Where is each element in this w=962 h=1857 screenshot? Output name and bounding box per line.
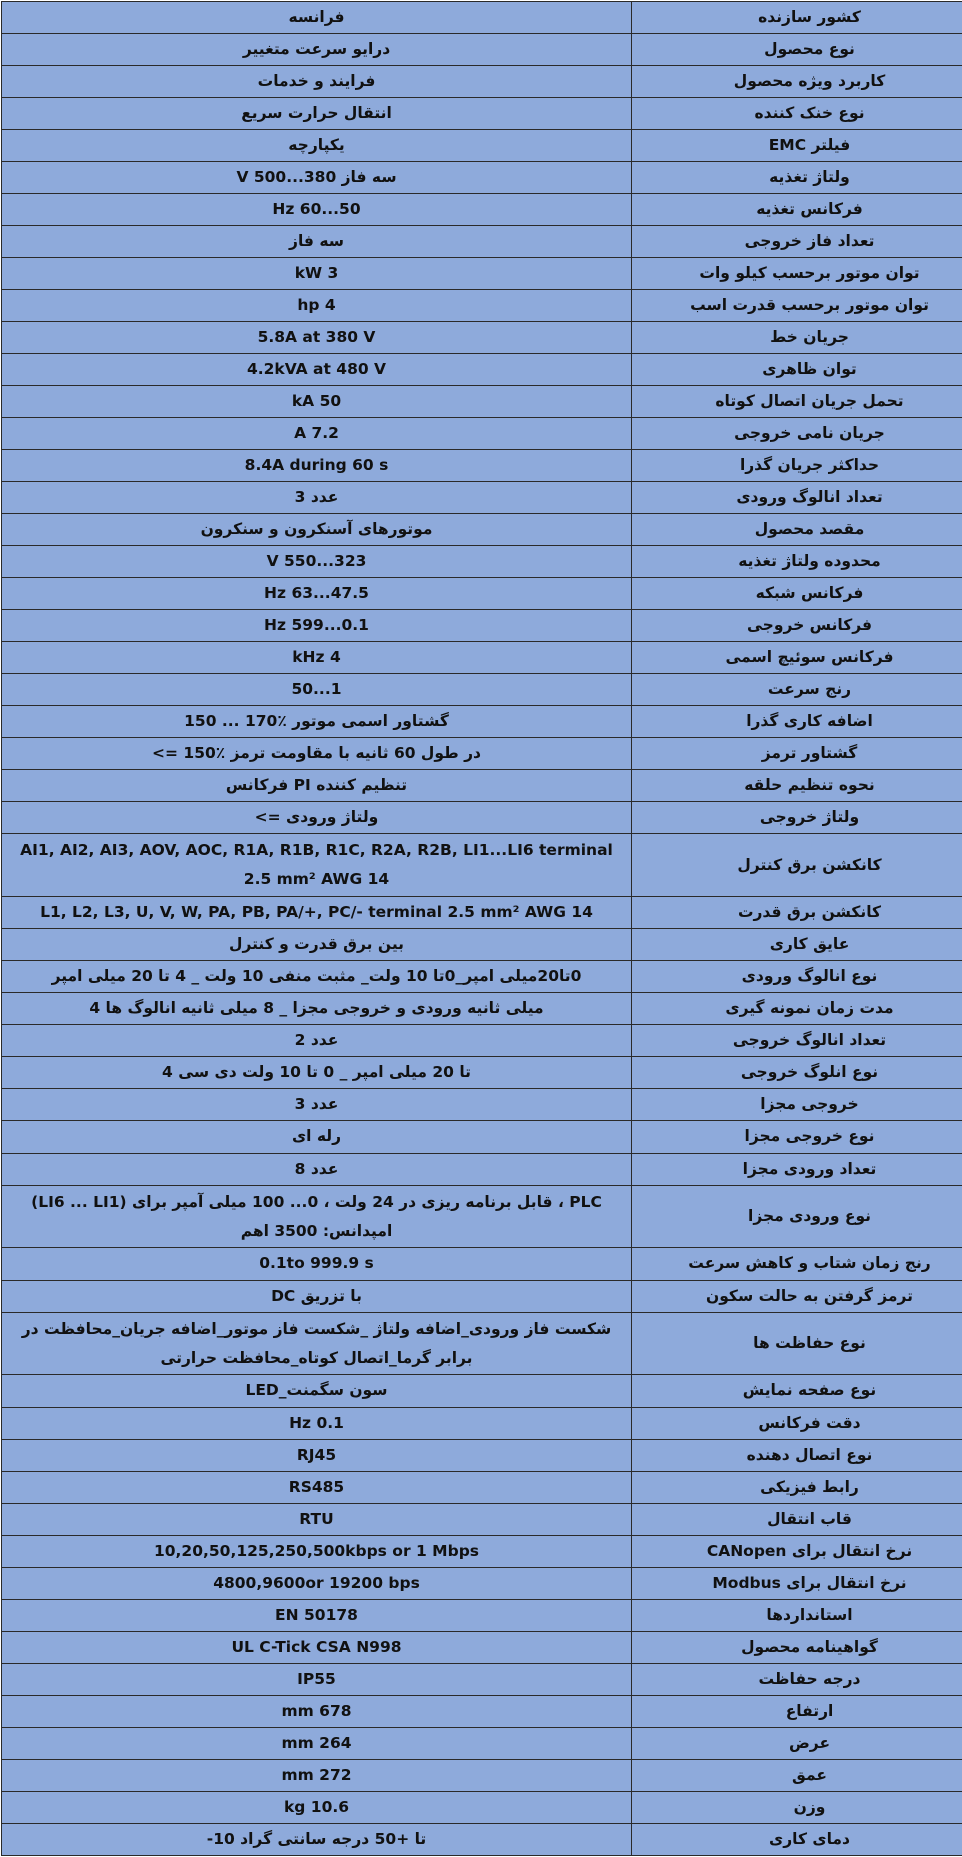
spec-label: نوع صفحه نمایش xyxy=(632,1375,962,1407)
table-row xyxy=(2,1791,962,1823)
spec-value: 8.4A during 60 s xyxy=(2,450,632,482)
spec-label: دقت فرکانس xyxy=(632,1407,962,1439)
spec-value: 5.8A at 380 V xyxy=(2,322,632,354)
spec-value: RS485 xyxy=(2,1471,632,1503)
table-row xyxy=(2,929,962,961)
table-row xyxy=(2,1153,962,1185)
spec-label: عمق xyxy=(632,1759,962,1791)
spec-label: خروجی مجزا xyxy=(632,1089,962,1121)
spec-label: گواهینامه محصول xyxy=(632,1631,962,1663)
spec-label: گشتاور ترمز xyxy=(632,738,962,770)
spec-label: ولتاژ تغذیه xyxy=(632,162,962,194)
spec-label: توان موتور برحسب قدرت اسب xyxy=(632,290,962,322)
spec-value: فرانسه xyxy=(2,2,632,34)
spec-label: تعداد انالوگ خروجی xyxy=(632,1025,962,1057)
table-row xyxy=(2,34,962,66)
table-row xyxy=(2,1695,962,1727)
table-row xyxy=(2,1663,962,1695)
spec-value: سون سگمنت_LED xyxy=(2,1375,632,1407)
spec-label: فیلتر EMC xyxy=(632,130,962,162)
spec-value: 4800,9600or 19200 bps xyxy=(2,1567,632,1599)
table-row xyxy=(2,290,962,322)
spec-value: 4 hp xyxy=(2,290,632,322)
table-row xyxy=(2,322,962,354)
table-row xyxy=(2,1535,962,1567)
spec-value: 0.1to 999.9 s xyxy=(2,1248,632,1280)
spec-label: کانکشن برق قدرت xyxy=(632,897,962,929)
table-row xyxy=(2,546,962,578)
table-row xyxy=(2,482,962,514)
spec-label: ولتاژ خروجی xyxy=(632,802,962,834)
table-row xyxy=(2,674,962,706)
spec-value: ولتاژ ورودی => xyxy=(2,802,632,834)
table-row xyxy=(2,1567,962,1599)
spec-value: شکست فاز ورودی_اضافه ولتاژ _شکست فاز موتور_اضافه جریان_محافظت در برابر گرما_اتصال کوتاه_محافظت حرارتی xyxy=(2,1312,632,1375)
table-row xyxy=(2,578,962,610)
spec-table-body xyxy=(2,2,962,1856)
table-row xyxy=(2,738,962,770)
spec-value: سه فاز xyxy=(2,226,632,258)
spec-label: نوع اتصال دهنده xyxy=(632,1439,962,1471)
spec-value: 50...60 Hz xyxy=(2,194,632,226)
table-row xyxy=(2,1631,962,1663)
spec-value: 3 kW xyxy=(2,258,632,290)
spec-value: فرایند و خدمات xyxy=(2,66,632,98)
spec-label: ارتفاع xyxy=(632,1695,962,1727)
spec-value: PLC ، قابل برنامه ریزی در 24 ولت ، 0... 100 میلی آمپر برای (LI6 ... LI1) امپدانس: 3500 اهم xyxy=(2,1185,632,1248)
table-row xyxy=(2,226,962,258)
table-row xyxy=(2,514,962,546)
spec-value: RJ45 xyxy=(2,1439,632,1471)
table-row xyxy=(2,961,962,993)
spec-value: 264 mm xyxy=(2,1727,632,1759)
table-row xyxy=(2,802,962,834)
table-row xyxy=(2,1248,962,1280)
table-row xyxy=(2,1823,962,1855)
spec-label: اضافه کاری گذرا xyxy=(632,706,962,738)
spec-label: فرکانس خروجی xyxy=(632,610,962,642)
spec-value: عدد 2 xyxy=(2,1025,632,1057)
spec-label: نرخ انتقال برای Modbus xyxy=(632,1567,962,1599)
table-row xyxy=(2,706,962,738)
table-row xyxy=(2,354,962,386)
spec-value: درایو سرعت متغییر xyxy=(2,34,632,66)
spec-label: تعداد ورودی مجزا xyxy=(632,1153,962,1185)
table-row xyxy=(2,1759,962,1791)
spec-label: فرکانس تغذیه xyxy=(632,194,962,226)
table-row xyxy=(2,1312,962,1375)
spec-table xyxy=(1,1,962,1856)
spec-value: EN 50178 xyxy=(2,1599,632,1631)
table-row xyxy=(2,1185,962,1248)
spec-value: 272 mm xyxy=(2,1759,632,1791)
spec-label: رنج سرعت xyxy=(632,674,962,706)
spec-label: تعداد فاز خروجی xyxy=(632,226,962,258)
spec-label: نوع ورودی مجزا xyxy=(632,1185,962,1248)
spec-label: محدوده ولتاژ تغذیه xyxy=(632,546,962,578)
spec-value: بین برق قدرت و کنترل xyxy=(2,929,632,961)
spec-value: 0.1 Hz xyxy=(2,1407,632,1439)
spec-label: نوع خروجی مجزا xyxy=(632,1121,962,1153)
table-row xyxy=(2,1089,962,1121)
spec-label: کانکشن برق کنترل xyxy=(632,834,962,897)
table-row xyxy=(2,642,962,674)
table-row xyxy=(2,2,962,34)
spec-label: درجه حفاظت xyxy=(632,1663,962,1695)
spec-value: تنظیم کننده PI فرکانس xyxy=(2,770,632,802)
spec-value: 10,20,50,125,250,500kbps or 1 Mbps xyxy=(2,1535,632,1567)
table-row xyxy=(2,770,962,802)
table-row xyxy=(2,1057,962,1089)
table-row xyxy=(2,1121,962,1153)
spec-value: انتقال حرارت سریع xyxy=(2,98,632,130)
spec-label: دمای کاری xyxy=(632,1823,962,1855)
spec-value: گشتاور اسمی موتور ٪170 ... 150 xyxy=(2,706,632,738)
spec-label: نوع انالوگ ورودی xyxy=(632,961,962,993)
spec-label: کاربرد ویژه محصول xyxy=(632,66,962,98)
table-row xyxy=(2,66,962,98)
table-row xyxy=(2,1375,962,1407)
table-row xyxy=(2,386,962,418)
spec-value: 323...550 V xyxy=(2,546,632,578)
table-row xyxy=(2,1439,962,1471)
table-row xyxy=(2,418,962,450)
spec-label: نحوه تنظیم حلقه xyxy=(632,770,962,802)
spec-label: عایق کاری xyxy=(632,929,962,961)
spec-label: عرض xyxy=(632,1727,962,1759)
spec-label: مقصد محصول xyxy=(632,514,962,546)
spec-label: فرکانس سوئیچ اسمی xyxy=(632,642,962,674)
table-row xyxy=(2,258,962,290)
spec-value: 10.6 kg xyxy=(2,1791,632,1823)
table-row xyxy=(2,162,962,194)
table-row xyxy=(2,1503,962,1535)
spec-label: نوع خنک کننده xyxy=(632,98,962,130)
spec-value: 47.5...63 Hz xyxy=(2,578,632,610)
spec-value: 4.2kVA at 480 V xyxy=(2,354,632,386)
spec-value: 0تا20میلی امپر_0تا 10 ولت_ مثبت منفی 10 ولت _ 4 تا 20 میلی امپر xyxy=(2,961,632,993)
spec-value: L1, L2, L3, U, V, W, PA, PB, PA/+, PC/- terminal 2.5 mm² AWG 14 xyxy=(2,897,632,929)
spec-label: فرکانس شبکه xyxy=(632,578,962,610)
table-row xyxy=(2,993,962,1025)
table-row xyxy=(2,1727,962,1759)
spec-label: نوع محصول xyxy=(632,34,962,66)
spec-value: یکپارچه xyxy=(2,130,632,162)
spec-value: عدد 8 xyxy=(2,1153,632,1185)
table-row xyxy=(2,450,962,482)
spec-label: مدت زمان نمونه گیری xyxy=(632,993,962,1025)
table-row xyxy=(2,1471,962,1503)
spec-value: میلی ثانیه ورودی و خروجی مجزا _ 8 میلی ثانیه انالوگ ها 4 xyxy=(2,993,632,1025)
table-row xyxy=(2,897,962,929)
spec-label: ترمز گرفتن به حالت سکون xyxy=(632,1280,962,1312)
table-row xyxy=(2,834,962,897)
spec-value: عدد 3 xyxy=(2,1089,632,1121)
spec-label: جریان نامی خروجی xyxy=(632,418,962,450)
spec-value: RTU xyxy=(2,1503,632,1535)
spec-label: نوع انلوگ خروجی xyxy=(632,1057,962,1089)
spec-label: تحمل جریان اتصال کوتاه xyxy=(632,386,962,418)
spec-value: 0.1...599 Hz xyxy=(2,610,632,642)
spec-value: 678 mm xyxy=(2,1695,632,1727)
spec-label: توان ظاهری xyxy=(632,354,962,386)
spec-value: با تزریق DC xyxy=(2,1280,632,1312)
spec-value: 7.2 A xyxy=(2,418,632,450)
spec-value: UL C-Tick CSA N998 xyxy=(2,1631,632,1663)
spec-label: رنج زمان شتاب و کاهش سرعت xyxy=(632,1248,962,1280)
table-row xyxy=(2,130,962,162)
spec-value: موتورهای آسنکرون و سنکرون xyxy=(2,514,632,546)
spec-value: سه فاز 380...500 V xyxy=(2,162,632,194)
spec-value: رله ای xyxy=(2,1121,632,1153)
spec-value: عدد 3 xyxy=(2,482,632,514)
spec-label: قاب انتقال xyxy=(632,1503,962,1535)
spec-label: استانداردها xyxy=(632,1599,962,1631)
spec-value: تا 20 میلی امپر _ 0 تا 10 ولت دی سی 4 xyxy=(2,1057,632,1089)
spec-label: کشور سازنده xyxy=(632,2,962,34)
table-row xyxy=(2,1280,962,1312)
table-row xyxy=(2,98,962,130)
table-row xyxy=(2,1407,962,1439)
spec-value: AI1, AI2, AI3, AOV, AOC, R1A, R1B, R1C, R2A, R2B, LI1...LI6 terminal 2.5 mm² AWG 14 xyxy=(2,834,632,897)
spec-label: نرخ انتقال برای CANopen xyxy=(632,1535,962,1567)
spec-value: در طول 60 ثانیه با مقاومت ترمز ٪150 => xyxy=(2,738,632,770)
spec-label: توان موتور برحسب کیلو وات xyxy=(632,258,962,290)
spec-value: 1...50 xyxy=(2,674,632,706)
spec-label: وزن xyxy=(632,1791,962,1823)
spec-label: تعداد انالوگ ورودی xyxy=(632,482,962,514)
spec-label: حداکثر جریان گذرا xyxy=(632,450,962,482)
spec-label: جریان خط xyxy=(632,322,962,354)
table-row xyxy=(2,610,962,642)
spec-value: IP55 xyxy=(2,1663,632,1695)
table-row xyxy=(2,194,962,226)
spec-value: 4 kHz xyxy=(2,642,632,674)
spec-label: رابط فیزیکی xyxy=(632,1471,962,1503)
spec-value: 50 kA xyxy=(2,386,632,418)
table-row xyxy=(2,1599,962,1631)
spec-value: تا +50 درجه سانتی گراد 10- xyxy=(2,1823,632,1855)
spec-label: نوع حفاظت ها xyxy=(632,1312,962,1375)
table-row xyxy=(2,1025,962,1057)
